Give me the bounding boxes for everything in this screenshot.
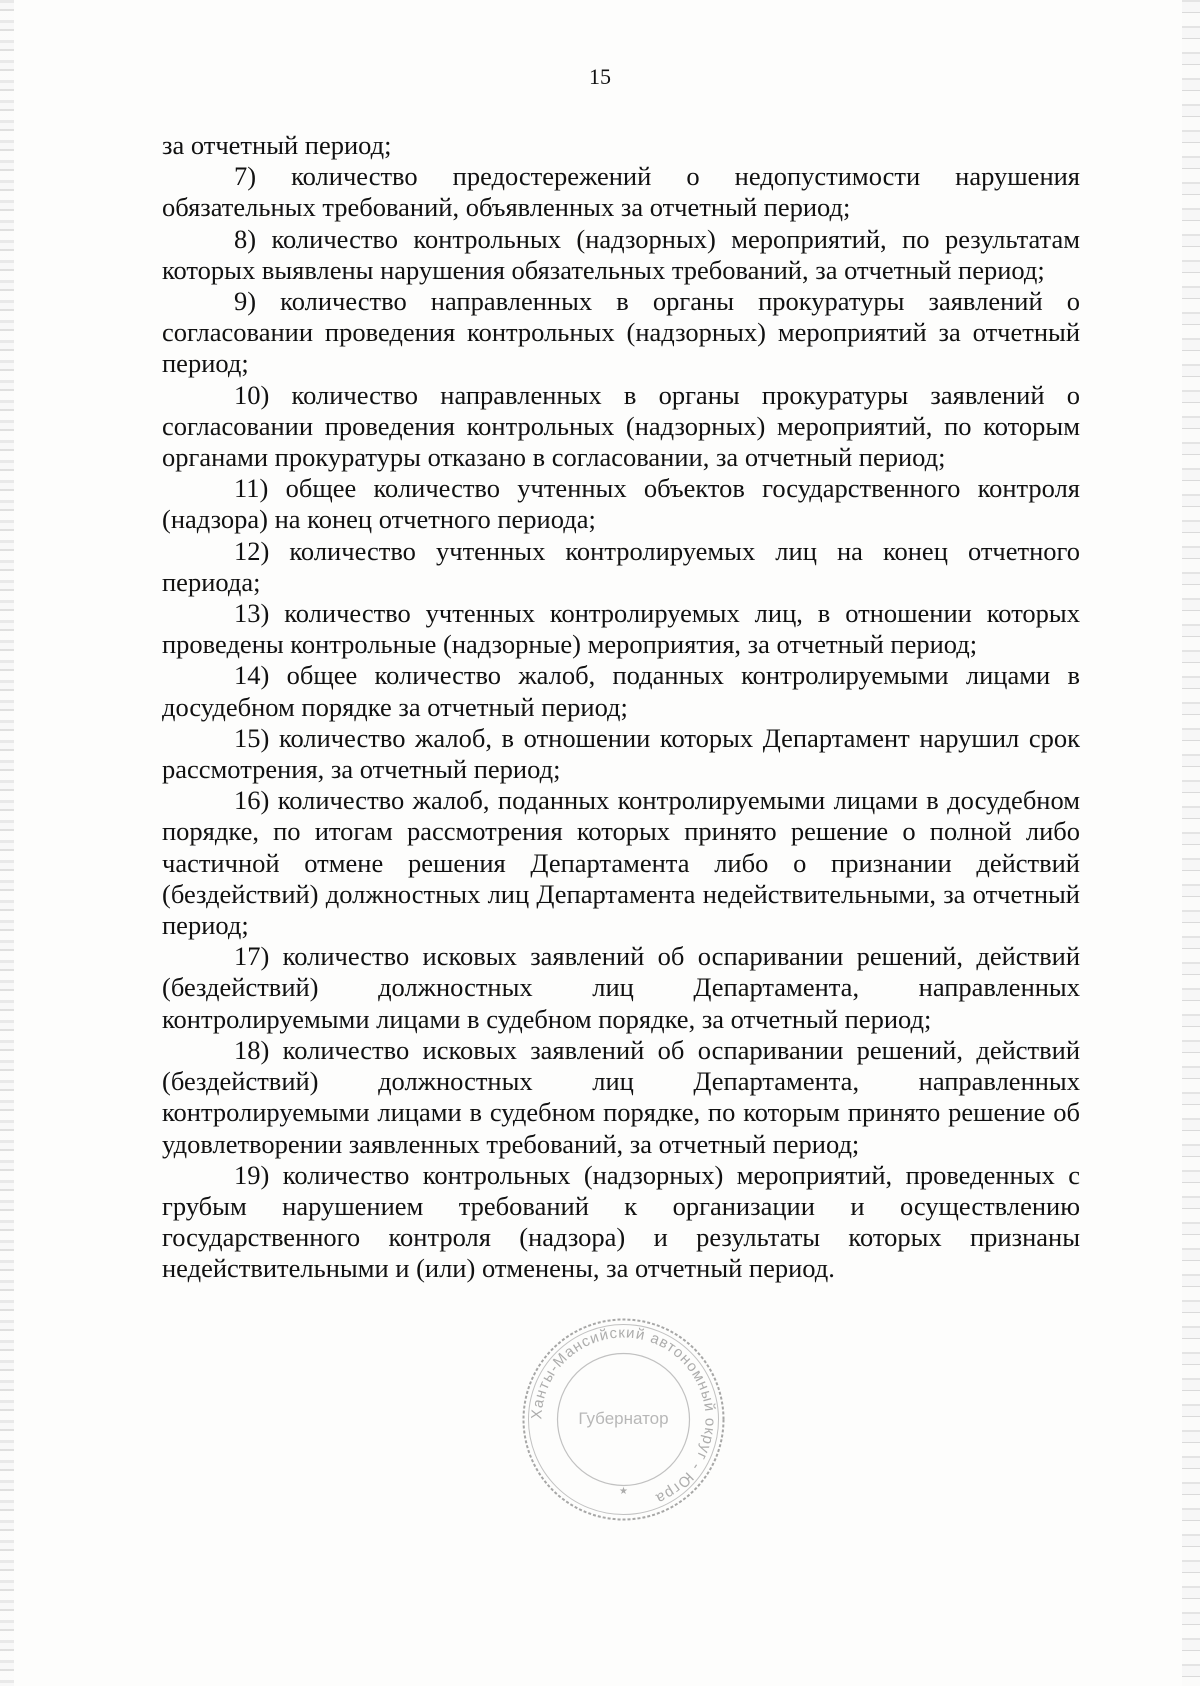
- document-body: [162, 130, 1080, 1285]
- list-item: 19) количество контрольных (надзорных) мероприятий, проведенных с грубым нарушением требований к организации и осуществлению государственного контроля (надзора) и результаты которых признаны недействительными и (или) отменены, за отчетный период.: [162, 1159, 1080, 1284]
- list-item: 17) количество исковых заявлений об оспаривании решений, действий (бездействий) должностных лиц Департамента, направленных контролируемыми лицами в судебном порядке, за отчетный период;: [162, 941, 1080, 1034]
- official-seal: [516, 1312, 731, 1527]
- page-number: 15: [589, 64, 611, 89]
- list-item: 14) общее количество жалоб, поданных контролируемыми лицами в досудебном порядке за отчетный период;: [162, 660, 1080, 722]
- list-item: 15) количество жалоб, в отношении которых Департамент нарушил срок рассмотрения, за отчетный период;: [162, 722, 1080, 785]
- list-item: 11) общее количество учтенных объектов государственного контроля (надзора) на конец отчетного периода;: [162, 473, 1080, 535]
- list-item: 13) количество учтенных контролируемых лиц, в отношении которых проведены контрольные (надзорные) мероприятия, за отчетный период;: [162, 598, 1080, 660]
- list-item: 10) количество направленных в органы прокуратуры заявлений о согласовании проведения контрольных (надзорных) мероприятий, по которым органами прокуратуры отказано в согласовании, за отчетный период;: [162, 379, 1080, 473]
- seal-ring-text: Ханты-Мансийский автономный округ - Югра: [528, 1324, 719, 1508]
- list-item: 8) количество контрольных (надзорных) мероприятий, по результатам которых выявлены нарушения обязательных требований, за отчетный период;: [162, 223, 1080, 285]
- list-item: 18) количество исковых заявлений об оспаривании решений, действий (бездействий) должностных лиц Департамента, направленных контролируемыми лицами в судебном порядке, по которым принято решение об удовлетворении заявленных требований, за отчетный период;: [162, 1034, 1080, 1159]
- continuation-text: за отчетный период;: [162, 130, 392, 160]
- scan-edge-left: [0, 0, 14, 1686]
- list-item: 16) количество жалоб, поданных контролируемыми лицами в досудебном порядке, по итогам рассмотрения которых принято решение о полной либо частичной отмене решения Департамента либо о признании действий (бездействий) должностных лиц Департамента недействительными, за отчетный период;: [162, 785, 1080, 941]
- seal-star: ★: [619, 1486, 628, 1497]
- seal-center-text: Губернатор: [578, 1409, 669, 1428]
- list-item: 12) количество учтенных контролируемых лиц на конец отчетного периода;: [162, 535, 1080, 597]
- list-item: 7) количество предостережений о недопустимости нарушения обязательных требований, объявленных за отчетный период;: [162, 161, 1080, 223]
- list-item: 9) количество направленных в органы прокуратуры заявлений о согласовании проведения контрольных (надзорных) мероприятий за отчетный период;: [162, 286, 1080, 379]
- scan-edge-right: [1182, 0, 1200, 1686]
